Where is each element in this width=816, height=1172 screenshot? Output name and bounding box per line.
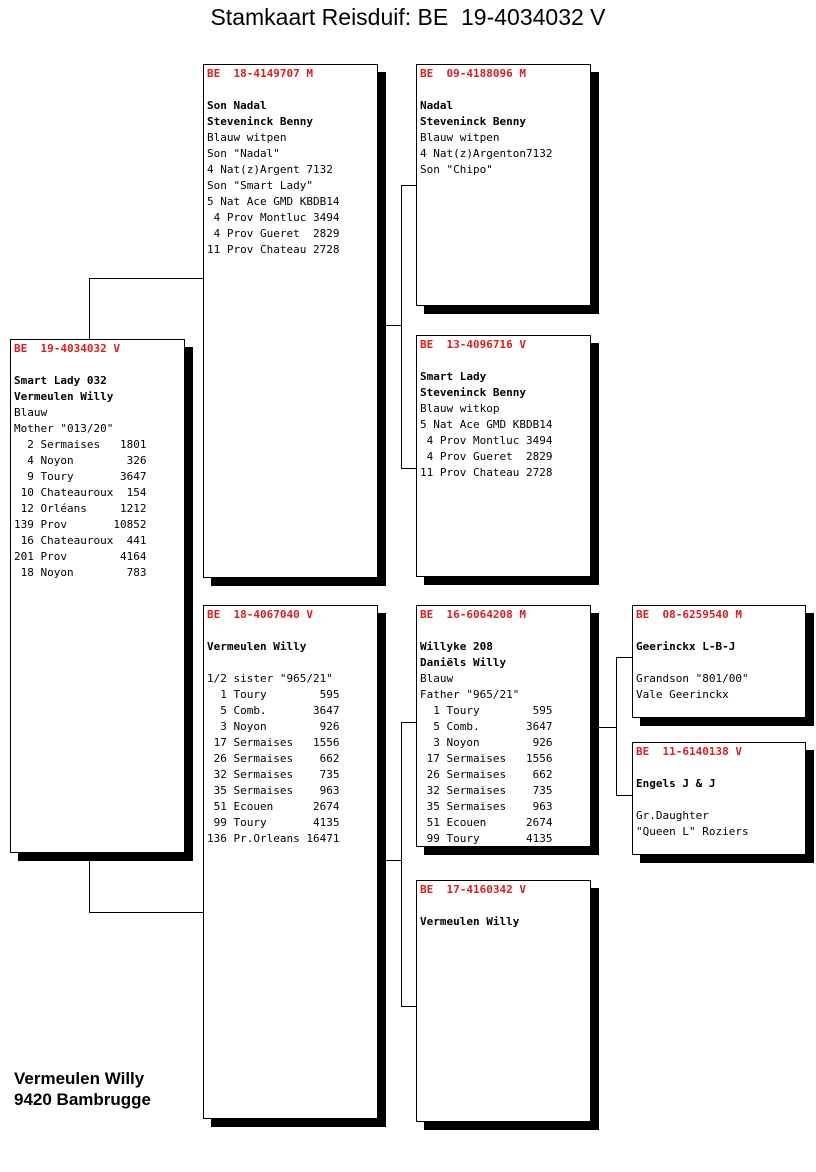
result-line: 32 Sermaises 735 bbox=[420, 784, 553, 797]
result-line: 1 Toury 595 bbox=[420, 704, 553, 717]
pedigree-card-sire-sire bbox=[416, 64, 591, 306]
result-line: 201 Prov 4164 bbox=[14, 550, 147, 563]
page-title: Stamkaart Reisduif: BE 19-4034032 V bbox=[210, 4, 606, 30]
connector-line bbox=[616, 795, 633, 796]
ring-number: BE 19-4034032 V bbox=[14, 342, 120, 355]
ring-number: BE 13-4096716 V bbox=[420, 338, 526, 351]
result-line: 136 Pr.Orleans 16471 bbox=[207, 832, 340, 845]
connector-line bbox=[616, 657, 617, 795]
breeder-footer bbox=[14, 1068, 151, 1110]
connector-line bbox=[89, 278, 90, 340]
ring-number: BE 17-4160342 V bbox=[420, 883, 526, 896]
result-line: 4 Prov Gueret 2829 bbox=[207, 227, 340, 240]
result-line: 4 Nat(z)Argenton7132 bbox=[420, 147, 553, 160]
result-line: 17 Sermaises 1556 bbox=[420, 752, 553, 765]
result-line: 32 Sermaises 735 bbox=[207, 768, 340, 781]
owner-name: Steveninck Benny bbox=[207, 115, 313, 128]
result-line: 35 Sermaises 963 bbox=[207, 784, 340, 797]
result-line: 5 Nat Ace GMD KBDB14 bbox=[420, 418, 553, 431]
result-line: 4 Prov Montluc 3494 bbox=[420, 434, 553, 447]
owner-name: Steveninck Benny bbox=[420, 115, 526, 128]
result-line: 4 Nat(z)Argent 7132 bbox=[207, 163, 333, 176]
ring-number: BE 18-4149707 M bbox=[207, 67, 313, 80]
ring-number: BE 11-6140138 V bbox=[636, 745, 742, 758]
result-line: 1 Toury 595 bbox=[207, 688, 340, 701]
result-line: 9 Toury 3647 bbox=[14, 470, 147, 483]
breeder-address: 9420 Bambrugge bbox=[14, 1090, 151, 1109]
connector-line bbox=[401, 1006, 417, 1007]
connector-line bbox=[401, 722, 417, 723]
info-line: Blauw bbox=[14, 406, 48, 419]
pedigree-card-sire-dam bbox=[416, 335, 591, 577]
result-line: 4 Prov Gueret 2829 bbox=[420, 450, 553, 463]
result-line: 2 Sermaises 1801 bbox=[14, 438, 147, 451]
info-line: Mother "013/20" bbox=[14, 422, 114, 435]
info-line: Gr.Daughter bbox=[636, 809, 709, 822]
owner-name: Daniëls Willy bbox=[420, 656, 507, 669]
breeder-name: Vermeulen Willy bbox=[14, 1069, 145, 1088]
connector-line bbox=[401, 468, 417, 469]
info-line: Blauw witpen bbox=[420, 131, 500, 144]
info-line: Son "Chipo" bbox=[420, 163, 493, 176]
pedigree-card-sire bbox=[203, 64, 378, 578]
info-line: Blauw bbox=[420, 672, 454, 685]
pedigree-card-dam-sire bbox=[416, 605, 591, 847]
owner-name: Steveninck Benny bbox=[420, 386, 526, 399]
result-line: 5 Comb. 3647 bbox=[207, 704, 340, 717]
info-line: Vale Geerinckx bbox=[636, 688, 729, 701]
connector-line bbox=[401, 722, 402, 1006]
result-line: 11 Prov Chateau 2728 bbox=[207, 243, 340, 256]
connector-line bbox=[590, 727, 616, 728]
info-line: Grandson "801/00" bbox=[636, 672, 749, 685]
connector-line bbox=[377, 860, 401, 861]
owner-name: Vermeulen Willy bbox=[14, 390, 114, 403]
pedigree-card-dam-sire-sire bbox=[632, 605, 806, 718]
result-line: 99 Toury 4135 bbox=[207, 816, 340, 829]
result-line: 3 Noyon 926 bbox=[420, 736, 553, 749]
connector-line bbox=[89, 278, 204, 279]
connector-line bbox=[616, 657, 633, 658]
result-line: 139 Prov 10852 bbox=[14, 518, 147, 531]
pigeon-name: Nadal bbox=[420, 99, 454, 112]
result-line: 51 Ecouen 2674 bbox=[420, 816, 553, 829]
result-line: 18 Noyon 783 bbox=[14, 566, 147, 579]
result-line: 5 Nat Ace GMD KBDB14 bbox=[207, 195, 340, 208]
pedigree-card-subject bbox=[10, 339, 185, 853]
connector-line bbox=[89, 852, 90, 912]
result-line: 26 Sermaises 662 bbox=[207, 752, 340, 765]
pigeon-name: Smart Lady bbox=[420, 370, 487, 383]
result-line: 4 Noyon 326 bbox=[14, 454, 147, 467]
result-line: 5 Comb. 3647 bbox=[420, 720, 553, 733]
pigeon-name: Willyke 208 bbox=[420, 640, 493, 653]
result-line: 26 Sermaises 662 bbox=[420, 768, 553, 781]
ring-number: BE 18-4067040 V bbox=[207, 608, 313, 621]
ring-number: BE 09-4188096 M bbox=[420, 67, 526, 80]
info-line: Father "965/21" bbox=[420, 688, 520, 701]
result-line: 51 Ecouen 2674 bbox=[207, 800, 340, 813]
info-line: Blauw witpen bbox=[207, 131, 287, 144]
result-line: 3 Noyon 926 bbox=[207, 720, 340, 733]
result-line: 35 Sermaises 963 bbox=[420, 800, 553, 813]
owner-name: Geerinckx L-B-J bbox=[636, 640, 736, 653]
ring-number: BE 08-6259540 M bbox=[636, 608, 742, 621]
connector-line bbox=[377, 325, 401, 326]
result-line: 4 Prov Montluc 3494 bbox=[207, 211, 340, 224]
connector-line bbox=[401, 185, 402, 468]
owner-name: Vermeulen Willy bbox=[207, 640, 307, 653]
pigeon-name: Smart Lady 032 bbox=[14, 374, 107, 387]
ring-number: BE 16-6064208 M bbox=[420, 608, 526, 621]
result-line: 11 Prov Chateau 2728 bbox=[420, 466, 553, 479]
pigeon-name: Son Nadal bbox=[207, 99, 267, 112]
result-line: 10 Chateauroux 154 bbox=[14, 486, 147, 499]
info-line: Son "Nadal" bbox=[207, 147, 280, 160]
owner-name: Engels J & J bbox=[636, 777, 716, 790]
connector-line bbox=[89, 912, 204, 913]
info-line: 1/2 sister "965/21" bbox=[207, 672, 333, 685]
result-line: 17 Sermaises 1556 bbox=[207, 736, 340, 749]
result-line: 16 Chateauroux 441 bbox=[14, 534, 147, 547]
info-line: Son "Smart Lady" bbox=[207, 179, 313, 192]
pedigree-card-dam-dam bbox=[416, 880, 591, 1122]
info-line: "Queen L" Roziers bbox=[636, 825, 749, 838]
result-line: 12 Orléans 1212 bbox=[14, 502, 147, 515]
owner-name: Vermeulen Willy bbox=[420, 915, 520, 928]
connector-line bbox=[401, 185, 417, 186]
pedigree-card-dam-sire-dam bbox=[632, 742, 806, 855]
info-line: Blauw witkop bbox=[420, 402, 500, 415]
pedigree-card-dam bbox=[203, 605, 378, 1119]
result-line: 99 Toury 4135 bbox=[420, 832, 553, 845]
